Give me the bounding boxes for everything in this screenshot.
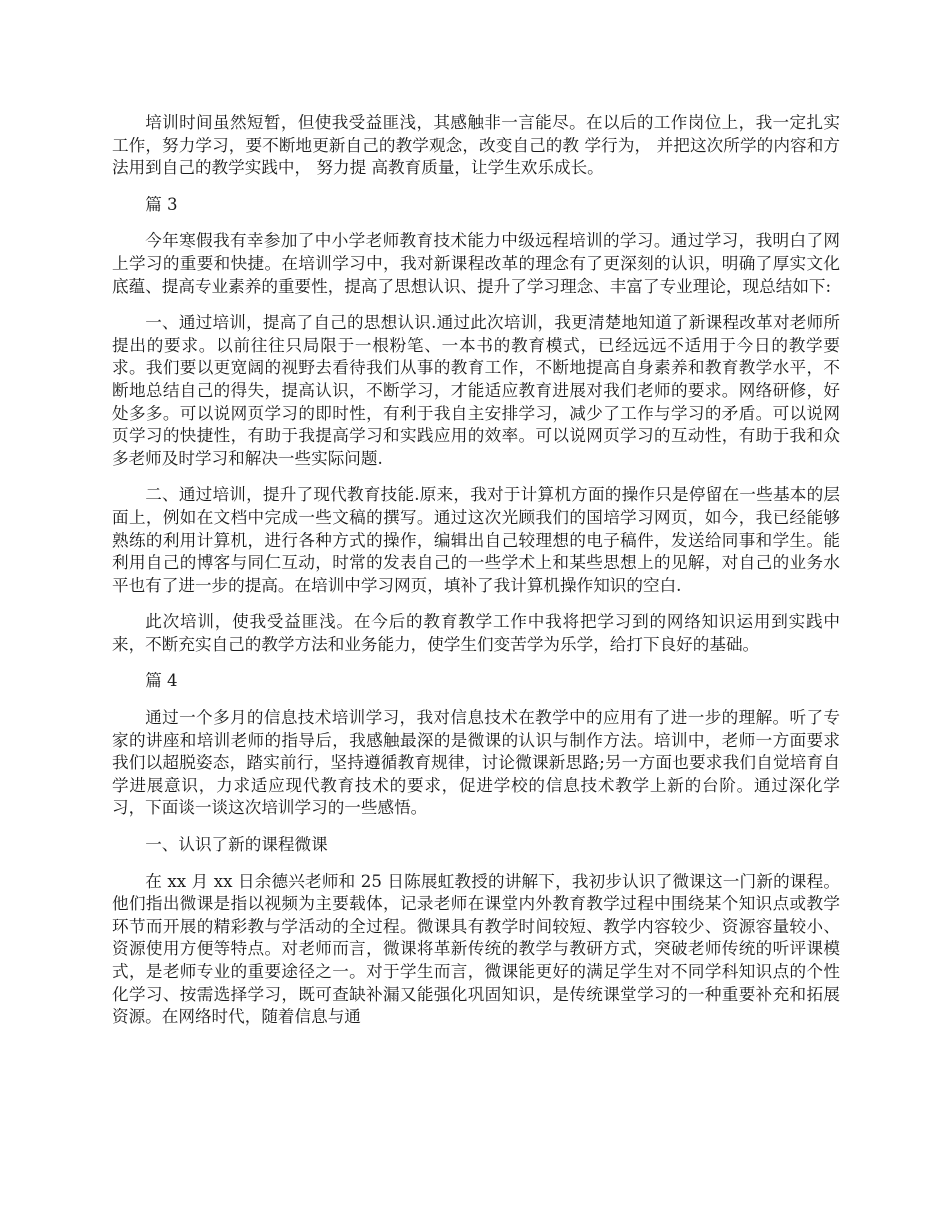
paragraph-closing-reflection: 培训时间虽然短暂，但使我受益匪浅，其感触非一言能尽。在以后的工作岗位上，我一定扎实工作，努力学习，要不断地更新自己的教学观念，改变自己的教 学行为， 并把这次所学的内容和方法用到自己的教学实践中， 努力提 高教育质量，让学生欢乐成长。 [112, 113, 840, 178]
section-heading-part-4: 篇 4 [145, 671, 178, 691]
subheading-micro-course: 一、认识了新的课程微课 [145, 835, 328, 855]
paragraph-point-2: 二、通过培训，提升了现代教育技能.原来，我对于计算机方面的操作只是停留在一些基本的层面上，例如在文档中完成一些文稿的撰写。通过这次光顾我们的国培学习网页，如今，我已经能够熟练的利用计算机，进行各种方式的操作，编辑出自己较理想的电子稿件，发送给同事和学生。能利用自己的博客与同仁互动，时常的发表自己的一些学术上和某些思想上的见解，对自己的业务水平也有了进一步的提高。在培训中学习网页，填补了我计算机操作知识的空白. [112, 485, 840, 595]
section-heading-part-3: 篇 3 [145, 194, 178, 214]
paragraph-micro-course: 在 xx 月 xx 日余德兴老师和 25 日陈展虹教授的讲解下，我初步认识了微课这一门新的课程。他们指出微课是指以视频为主要载体，记录老师在课堂内外教育教学过程中围绕某个知识点或教学环节而开展的精彩教与学活动的全过程。微课具有教学时间较短、教学内容较少、资源容量较小、资源使用方便等特点。对老师而言，微课将革新传统的教学与教研方式，突破老师传统的听评课模式，是老师专业的重要途径之一。对于学生而言，微课能更好的满足学生对不同学科知识点的个性化学习、按需选择学习，既可查缺补漏又能强化巩固知识，是传统课堂学习的一种重要补充和拓展资源。在网络时代，随着信息与通 [112, 871, 840, 1027]
paragraph-point-1: 一、通过培训，提高了自己的思想认识.通过此次培训，我更清楚地知道了新课程改革对老师所提出的要求。以前往往只局限于一根粉笔、一本书的教育模式，已经远远不适用于今日的教学要求。我们要以更宽阔的视野去看待我们从事的教育工作，不断地提高自身素养和教育教学水平，不断地总结自己的得失，提高认识，不断学习，才能适应教育进展对我们老师的要求。网络研修，好处多多。可以说网页学习的即时性，有利于我自主安排学习，减少了工作与学习的矛盾。可以说网页学习的快捷性，有助于我提高学习和实践应用的效率。可以说网页学习的互动性，有助于我和众多老师及时学习和解决一些实际问题. [112, 313, 840, 468]
document-page [112, 112, 840, 1043]
paragraph-conclusion-part-3: 此次培训，使我受益匪浅。在今后的教育教学工作中我将把学习到的网络知识运用到实践中来，不断充实自己的教学方法和业务能力，使学生们变苦学为乐学，给打下良好的基础。 [112, 612, 840, 654]
paragraph-intro-part-3: 今年寒假我有幸参加了中小学老师教育技术能力中级远程培训的学习。通过学习，我明白了网上学习的重要和快捷。在培训学习中，我对新课程改革的理念有了更深刻的认识，明确了厚实文化底蕴、提高专业素养的重要性，提高了思想认识、提升了学习理念、丰富了专业理论，现总结如下: [112, 231, 840, 296]
paragraph-intro-part-4: 通过一个多月的信息技术培训学习，我对信息技术在教学中的应用有了进一步的理解。听了专家的讲座和培训老师的指导后，我感触最深的是微课的认识与制作方法。培训中，老师一方面要求我们以超脱姿态，踏实前行，坚持遵循教育规律，讨论微课新思路;另一方面也要求我们自觉培育自学进展意识，力求适应现代教育技术的要求，促进学校的信息技术教学上新的台阶。通过深化学习，下面谈一谈这次培训学习的一些感悟。 [112, 708, 840, 818]
